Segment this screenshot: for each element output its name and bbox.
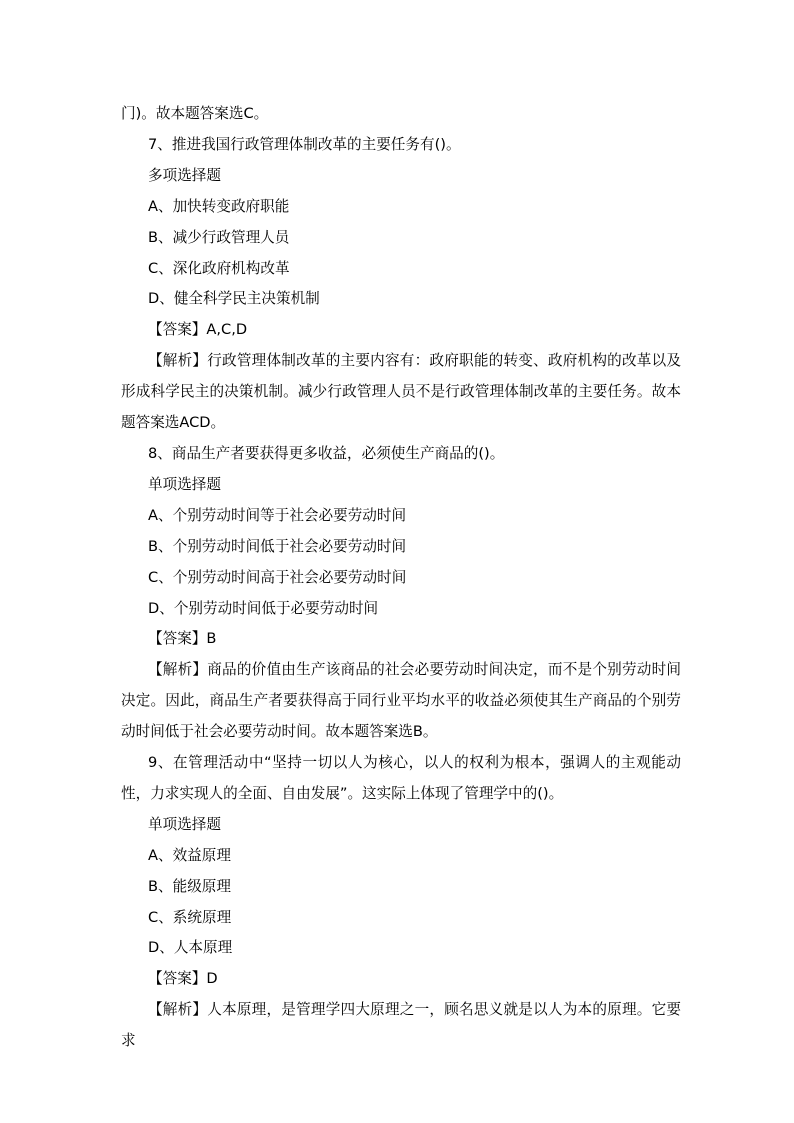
question-7: 7、推进我国行政管理体制改革的主要任务有()。 (148, 135, 461, 153)
question-8: 8、商品生产者要获得更多收益，必须使生产商品的()。 (148, 444, 505, 462)
explanation: 【解析】行政管理体制改革的主要内容有：政府职能的转变、政府机构的改革以及形成科学民主的决策机制。减少行政管理人员不是行政管理体制改革的主要任务。故本题答案选ACD。 (121, 352, 681, 432)
option-c: C、系统原理 (148, 908, 232, 926)
question-type: 单项选择题 (148, 475, 221, 493)
option-b: B、个别劳动时间低于社会必要劳动时间 (148, 537, 407, 555)
option-b: B、能级原理 (148, 877, 231, 895)
continuation-text: 门)。故本题答案选C。 (121, 105, 269, 122)
option-d: D、个别劳动时间低于必要劳动时间 (148, 599, 379, 617)
explanation: 【解析】商品的价值由生产该商品的社会必要劳动时间决定，而不是个别劳动时间决定。因此，商品生产者要获得高于同行业平均水平的收益必须使其生产商品的个别劳动时间低于社会必要劳动时间。故本题答案选B。 (121, 661, 681, 741)
document-page (121, 99, 681, 1057)
option-c: C、个别劳动时间高于社会必要劳动时间 (148, 568, 407, 586)
option-b: B、减少行政管理人员 (148, 228, 290, 246)
option-d: D、人本原理 (148, 939, 233, 957)
answer: 【答案】B (148, 630, 217, 648)
option-a: A、效益原理 (148, 846, 231, 864)
answer: 【答案】D (148, 970, 218, 988)
option-c: C、深化政府机构改革 (148, 259, 290, 277)
question-type: 多项选择题 (148, 166, 221, 184)
question-type: 单项选择题 (148, 815, 221, 833)
answer: 【答案】A,C,D (148, 321, 248, 339)
option-a: A、加快转变政府职能 (148, 197, 290, 215)
question-9: 9、在管理活动中“坚持一切以人为核心，以人的权利为根本，强调人的主观能动性，力求实现人的全面、自由发展”。这实际上体现了管理学中的()。 (121, 754, 681, 802)
option-d: D、健全科学民主决策机制 (148, 290, 320, 308)
explanation: 【解析】人本原理，是管理学四大原理之一，顾名思义就是以人为本的原理。它要求 (121, 1001, 681, 1050)
option-a: A、个别劳动时间等于社会必要劳动时间 (148, 506, 407, 524)
